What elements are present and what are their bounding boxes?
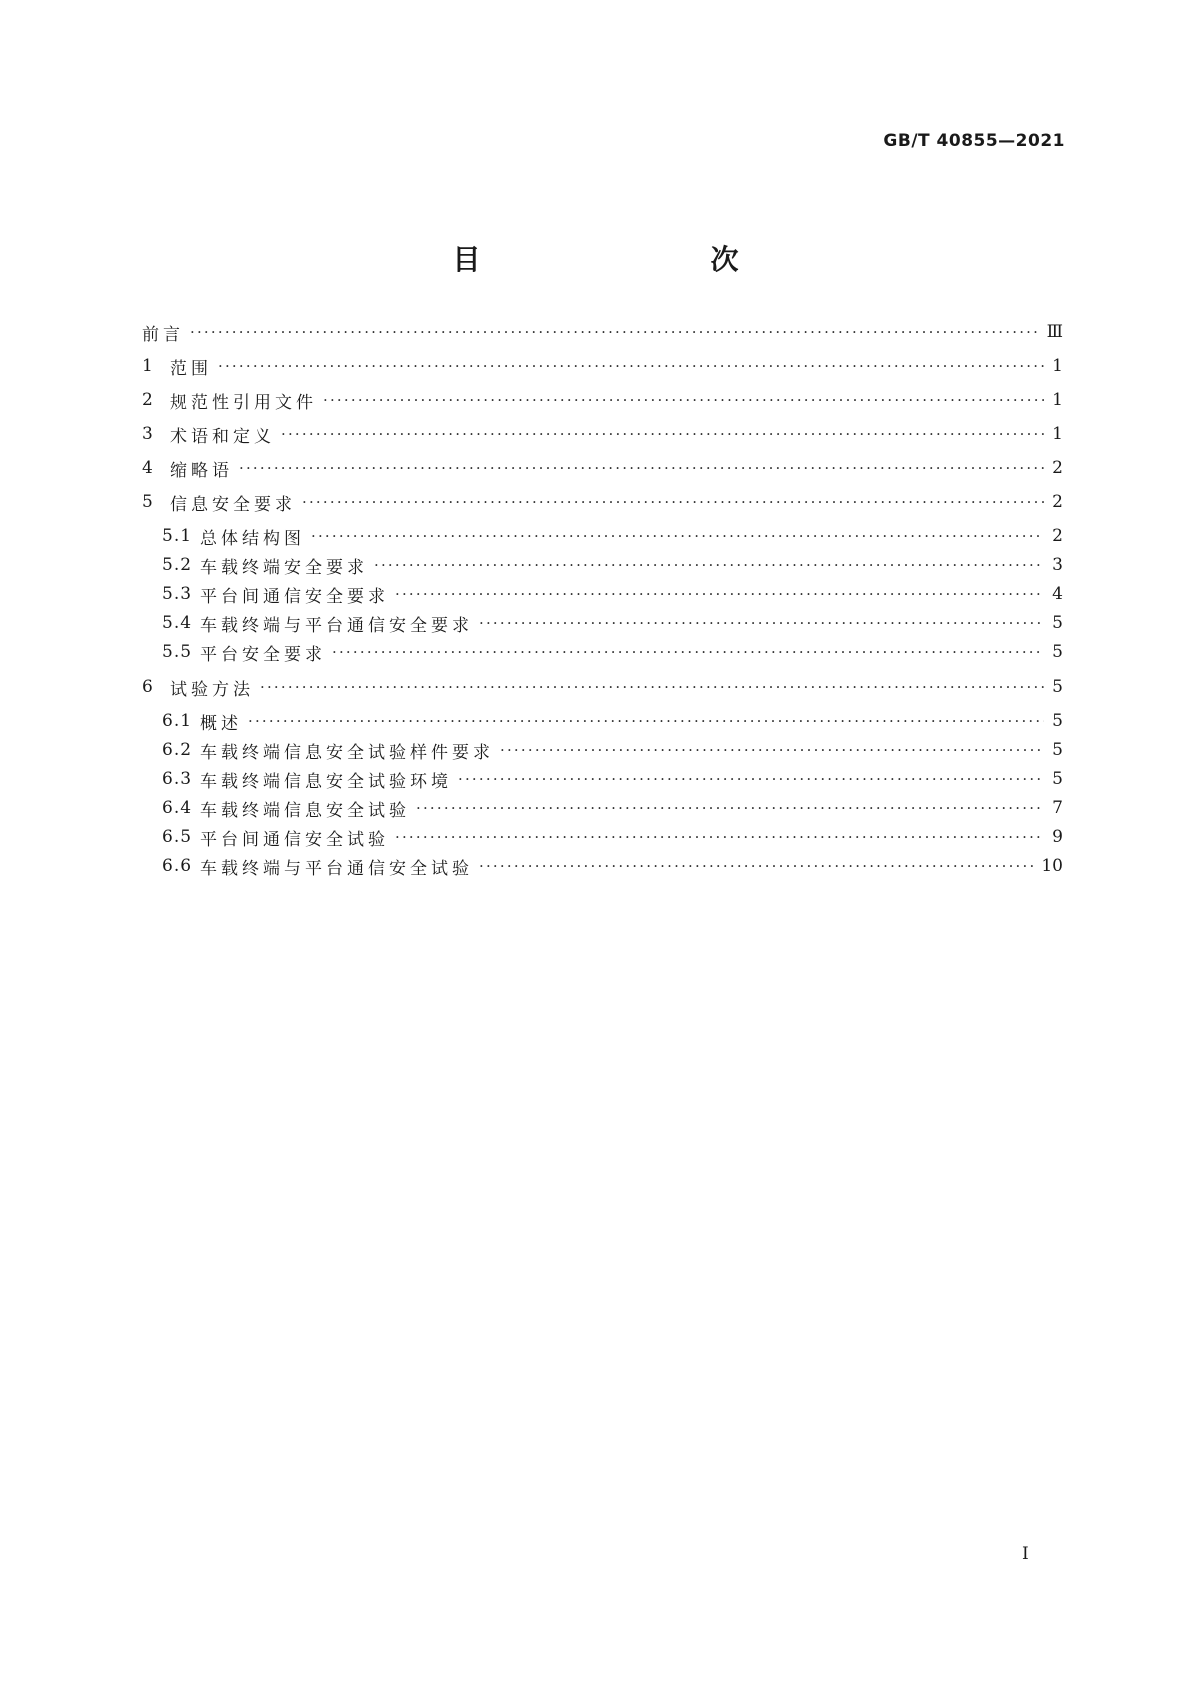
toc-entry-page: Ⅲ — [1046, 322, 1063, 342]
toc-entry-number: 6.4 — [162, 798, 193, 818]
toc-entry-5-2[interactable] — [162, 551, 1063, 579]
page-number: Ⅰ — [1022, 1544, 1029, 1564]
toc-entry-page: 3 — [1052, 555, 1063, 575]
toc-entry-6-6[interactable] — [162, 852, 1063, 880]
toc-entry-label: 平台安全要求 — [200, 644, 326, 665]
toc-leader-dots — [260, 673, 1044, 701]
toc-entry-5[interactable] — [142, 488, 1063, 516]
toc-entry-label: 车载终端与平台通信安全要求 — [200, 615, 473, 636]
toc-entry-page: 5 — [1052, 740, 1063, 760]
toc-entry-number: 5.2 — [162, 555, 193, 575]
toc-leader-dots — [248, 707, 1044, 735]
toc-entry-label: 概述 — [200, 713, 242, 734]
toc-entry-number: 2 — [142, 390, 154, 410]
toc-entry-label: 试验方法 — [170, 679, 254, 700]
toc-entry-label: 规范性引用文件 — [170, 392, 317, 413]
toc-entry-page: 1 — [1052, 356, 1063, 376]
toc-entry-2[interactable] — [142, 386, 1063, 414]
toc-leader-dots — [458, 765, 1044, 793]
toc-leader-dots — [281, 420, 1044, 448]
toc-leader-dots — [190, 318, 1039, 346]
toc-entry-label: 平台间通信安全要求 — [200, 586, 389, 607]
toc-entry-5-1[interactable] — [162, 522, 1063, 550]
toc-entry-number: 3 — [142, 424, 154, 444]
toc-entry-page: 5 — [1052, 769, 1063, 789]
toc-entry-number: 5.1 — [162, 526, 193, 546]
toc-entry-6-5[interactable] — [162, 823, 1063, 851]
toc-entry-number: 6.6 — [162, 856, 193, 876]
standard-code: GB/T 40855—2021 — [883, 131, 1065, 151]
toc-entry-label: 车载终端信息安全试验 — [200, 800, 410, 821]
toc-leader-dots — [323, 386, 1044, 414]
toc-leader-dots — [479, 852, 1033, 880]
toc-entry-4[interactable] — [142, 454, 1063, 482]
toc-entry-3[interactable] — [142, 420, 1063, 448]
toc-entry-label: 车载终端与平台通信安全试验 — [200, 858, 473, 879]
toc-entry-label: 前言 — [142, 324, 184, 345]
toc-entry-1[interactable] — [142, 352, 1063, 380]
toc-entry-6-1[interactable] — [162, 707, 1063, 735]
toc-entry-page: 9 — [1052, 827, 1063, 847]
toc-entry-6-3[interactable] — [162, 765, 1063, 793]
toc-entry-6[interactable] — [142, 673, 1063, 701]
toc-entry-page: 7 — [1052, 798, 1063, 818]
toc-leader-dots — [302, 488, 1044, 516]
toc-entry-label: 总体结构图 — [200, 528, 305, 549]
toc-leader-dots — [374, 551, 1044, 579]
toc-leader-dots — [416, 794, 1044, 822]
toc-entry-6-2[interactable] — [162, 736, 1063, 764]
toc-entry-number: 5.4 — [162, 613, 193, 633]
toc-entry-label: 信息安全要求 — [170, 494, 296, 515]
toc-entry-number: 6.2 — [162, 740, 193, 760]
toc-entry-number: 6 — [142, 677, 154, 697]
toc-leader-dots — [332, 638, 1044, 666]
toc-entry-page: 1 — [1052, 424, 1063, 444]
page-title: 目 次 — [452, 243, 797, 276]
toc-entry-number: 6.5 — [162, 827, 193, 847]
toc-entry-page: 1 — [1052, 390, 1063, 410]
toc-leader-dots — [395, 823, 1044, 851]
toc-leader-dots — [239, 454, 1044, 482]
toc-entry-number: 4 — [142, 458, 154, 478]
toc-entry-label: 平台间通信安全试验 — [200, 829, 389, 850]
toc-entry-label: 术语和定义 — [170, 426, 275, 447]
toc-entry-page: 5 — [1052, 711, 1063, 731]
toc-entry-label: 车载终端信息安全试验环境 — [200, 771, 452, 792]
toc-entry-5-3[interactable] — [162, 580, 1063, 608]
toc-entry-label: 车载终端信息安全试验样件要求 — [200, 742, 494, 763]
toc-entry-number: 5.3 — [162, 584, 193, 604]
toc-leader-dots — [479, 609, 1044, 637]
toc-entry-5-5[interactable] — [162, 638, 1063, 666]
toc-entry-page: 5 — [1052, 613, 1063, 633]
toc-entry-number: 5.5 — [162, 642, 193, 662]
toc-entry-5-4[interactable] — [162, 609, 1063, 637]
toc-entry-page: 10 — [1041, 856, 1063, 876]
toc-entry-number: 1 — [142, 356, 154, 376]
toc-entry-page: 2 — [1052, 458, 1063, 478]
toc-leader-dots — [500, 736, 1044, 764]
toc-entry-label: 缩略语 — [170, 460, 233, 481]
toc-leader-dots — [311, 522, 1044, 550]
toc-entry-label: 车载终端安全要求 — [200, 557, 368, 578]
toc-entry-page: 2 — [1052, 526, 1063, 546]
toc-entry-number: 6.1 — [162, 711, 193, 731]
toc-entry-label: 范围 — [170, 358, 212, 379]
toc-entry-page: 5 — [1052, 677, 1063, 697]
toc-leader-dots — [395, 580, 1044, 608]
toc-entry-number: 6.3 — [162, 769, 193, 789]
toc-entry-page: 4 — [1052, 584, 1063, 604]
toc-entry-6-4[interactable] — [162, 794, 1063, 822]
toc-entry-page: 5 — [1052, 642, 1063, 662]
toc-leader-dots — [218, 352, 1044, 380]
toc-entry-page: 2 — [1052, 492, 1063, 512]
toc-entry-number: 5 — [142, 492, 154, 512]
toc-entry-foreword[interactable] — [142, 318, 1063, 346]
